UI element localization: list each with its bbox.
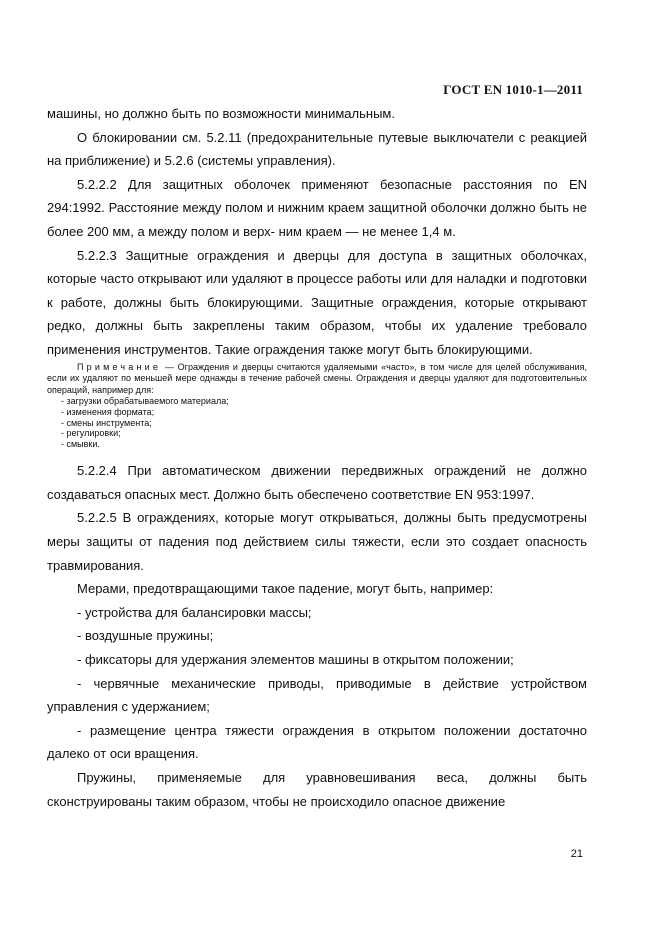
note-list-item: - изменения формата; xyxy=(61,406,155,417)
note-label: Примечание xyxy=(77,361,162,372)
paragraph-5-2-2-3: 5.2.2.3 Защитные ограждения и дверцы для доступа в защитных оболочках, которые часто открывают или удаляют в процессе работы или для наладки и подготовки к работе, должны быть блокирующими. Защитные ограждения, которые открывают редко, должны быть закреплены таким образом, чтобы их удаление требовало применения инструментов. Такие ограждения также могут быть блокирующими. xyxy=(47,247,587,357)
note-block xyxy=(47,362,587,397)
list-item-latches: - фиксаторы для удержания элементов машины в открытом положении; xyxy=(77,652,514,668)
note-list-item: - загрузки обрабатываемого материала; xyxy=(61,396,229,407)
paragraph-5-2-2-2: 5.2.2.2 Для защитных оболочек применяют безопасные расстояния по EN 294:1992. Расстояние между полом и нижним краем защитной оболочки должно быть не более 200 мм, а между полом и верх- ним краем — не менее 1,4 м. xyxy=(47,176,587,239)
paragraph-continuation: машины, но должно быть по возможности минимальным. xyxy=(47,106,395,121)
list-item-worm-drives: - червячные механические приводы, приводимые в действие устройством управления с удержанием; xyxy=(47,675,587,715)
document-body xyxy=(47,102,587,813)
document-code-header: ГОСТ EN 1010-1—2011 xyxy=(443,82,583,97)
paragraph-measures-intro: Мерами, предотвращающими такое падение, могут быть, например: xyxy=(77,581,494,597)
paragraph-5-2-2-5: 5.2.2.5 В ограждениях, которые могут открываться, должны быть предусмотрены меры защиты от падения под действием силы тяжести, если это создает опасность травмирования. xyxy=(47,510,587,573)
note-text: — Ограждения и дверцы считаются удаляемыми «часто», в том числе для целей обслуживания, если их удаляют по меньшей мере однажды в течение рабочей смены. Ограждения и дверцы удаляют для подготовительных операций, например для: xyxy=(47,361,587,395)
page-number: 21 xyxy=(570,848,583,860)
paragraph-5-2-2-4: 5.2.2.4 При автоматическом движении передвижных ограждений не должно создаваться опасных мест. Должно быть обеспечено соответствие EN 953:1997. xyxy=(47,463,587,502)
list-item-air-springs: - воздушные пружины; xyxy=(77,628,214,644)
note-list-item: - регулировки; xyxy=(61,428,121,439)
list-item-center-of-gravity: - размещение центра тяжести ограждения в открытом положении достаточно далеко от оси вращения. xyxy=(47,722,587,762)
paragraph-springs: Пружины, применяемые для уравновешивания веса, должны быть сконструированы таким образом, чтобы не происходило опасное движение xyxy=(47,770,587,809)
paragraph-interlocking-reference: О блокировании см. 5.2.11 (предохранительные путевые выключатели с реакцией на приближение) и 5.2.6 (системы управления). xyxy=(47,129,587,169)
note-list-item: - смены инструмента; xyxy=(61,417,152,428)
note-list xyxy=(47,396,587,449)
note-list-item: - смывки. xyxy=(61,438,100,449)
list-item-mass-balancing: - устройства для балансировки массы; xyxy=(77,604,312,620)
